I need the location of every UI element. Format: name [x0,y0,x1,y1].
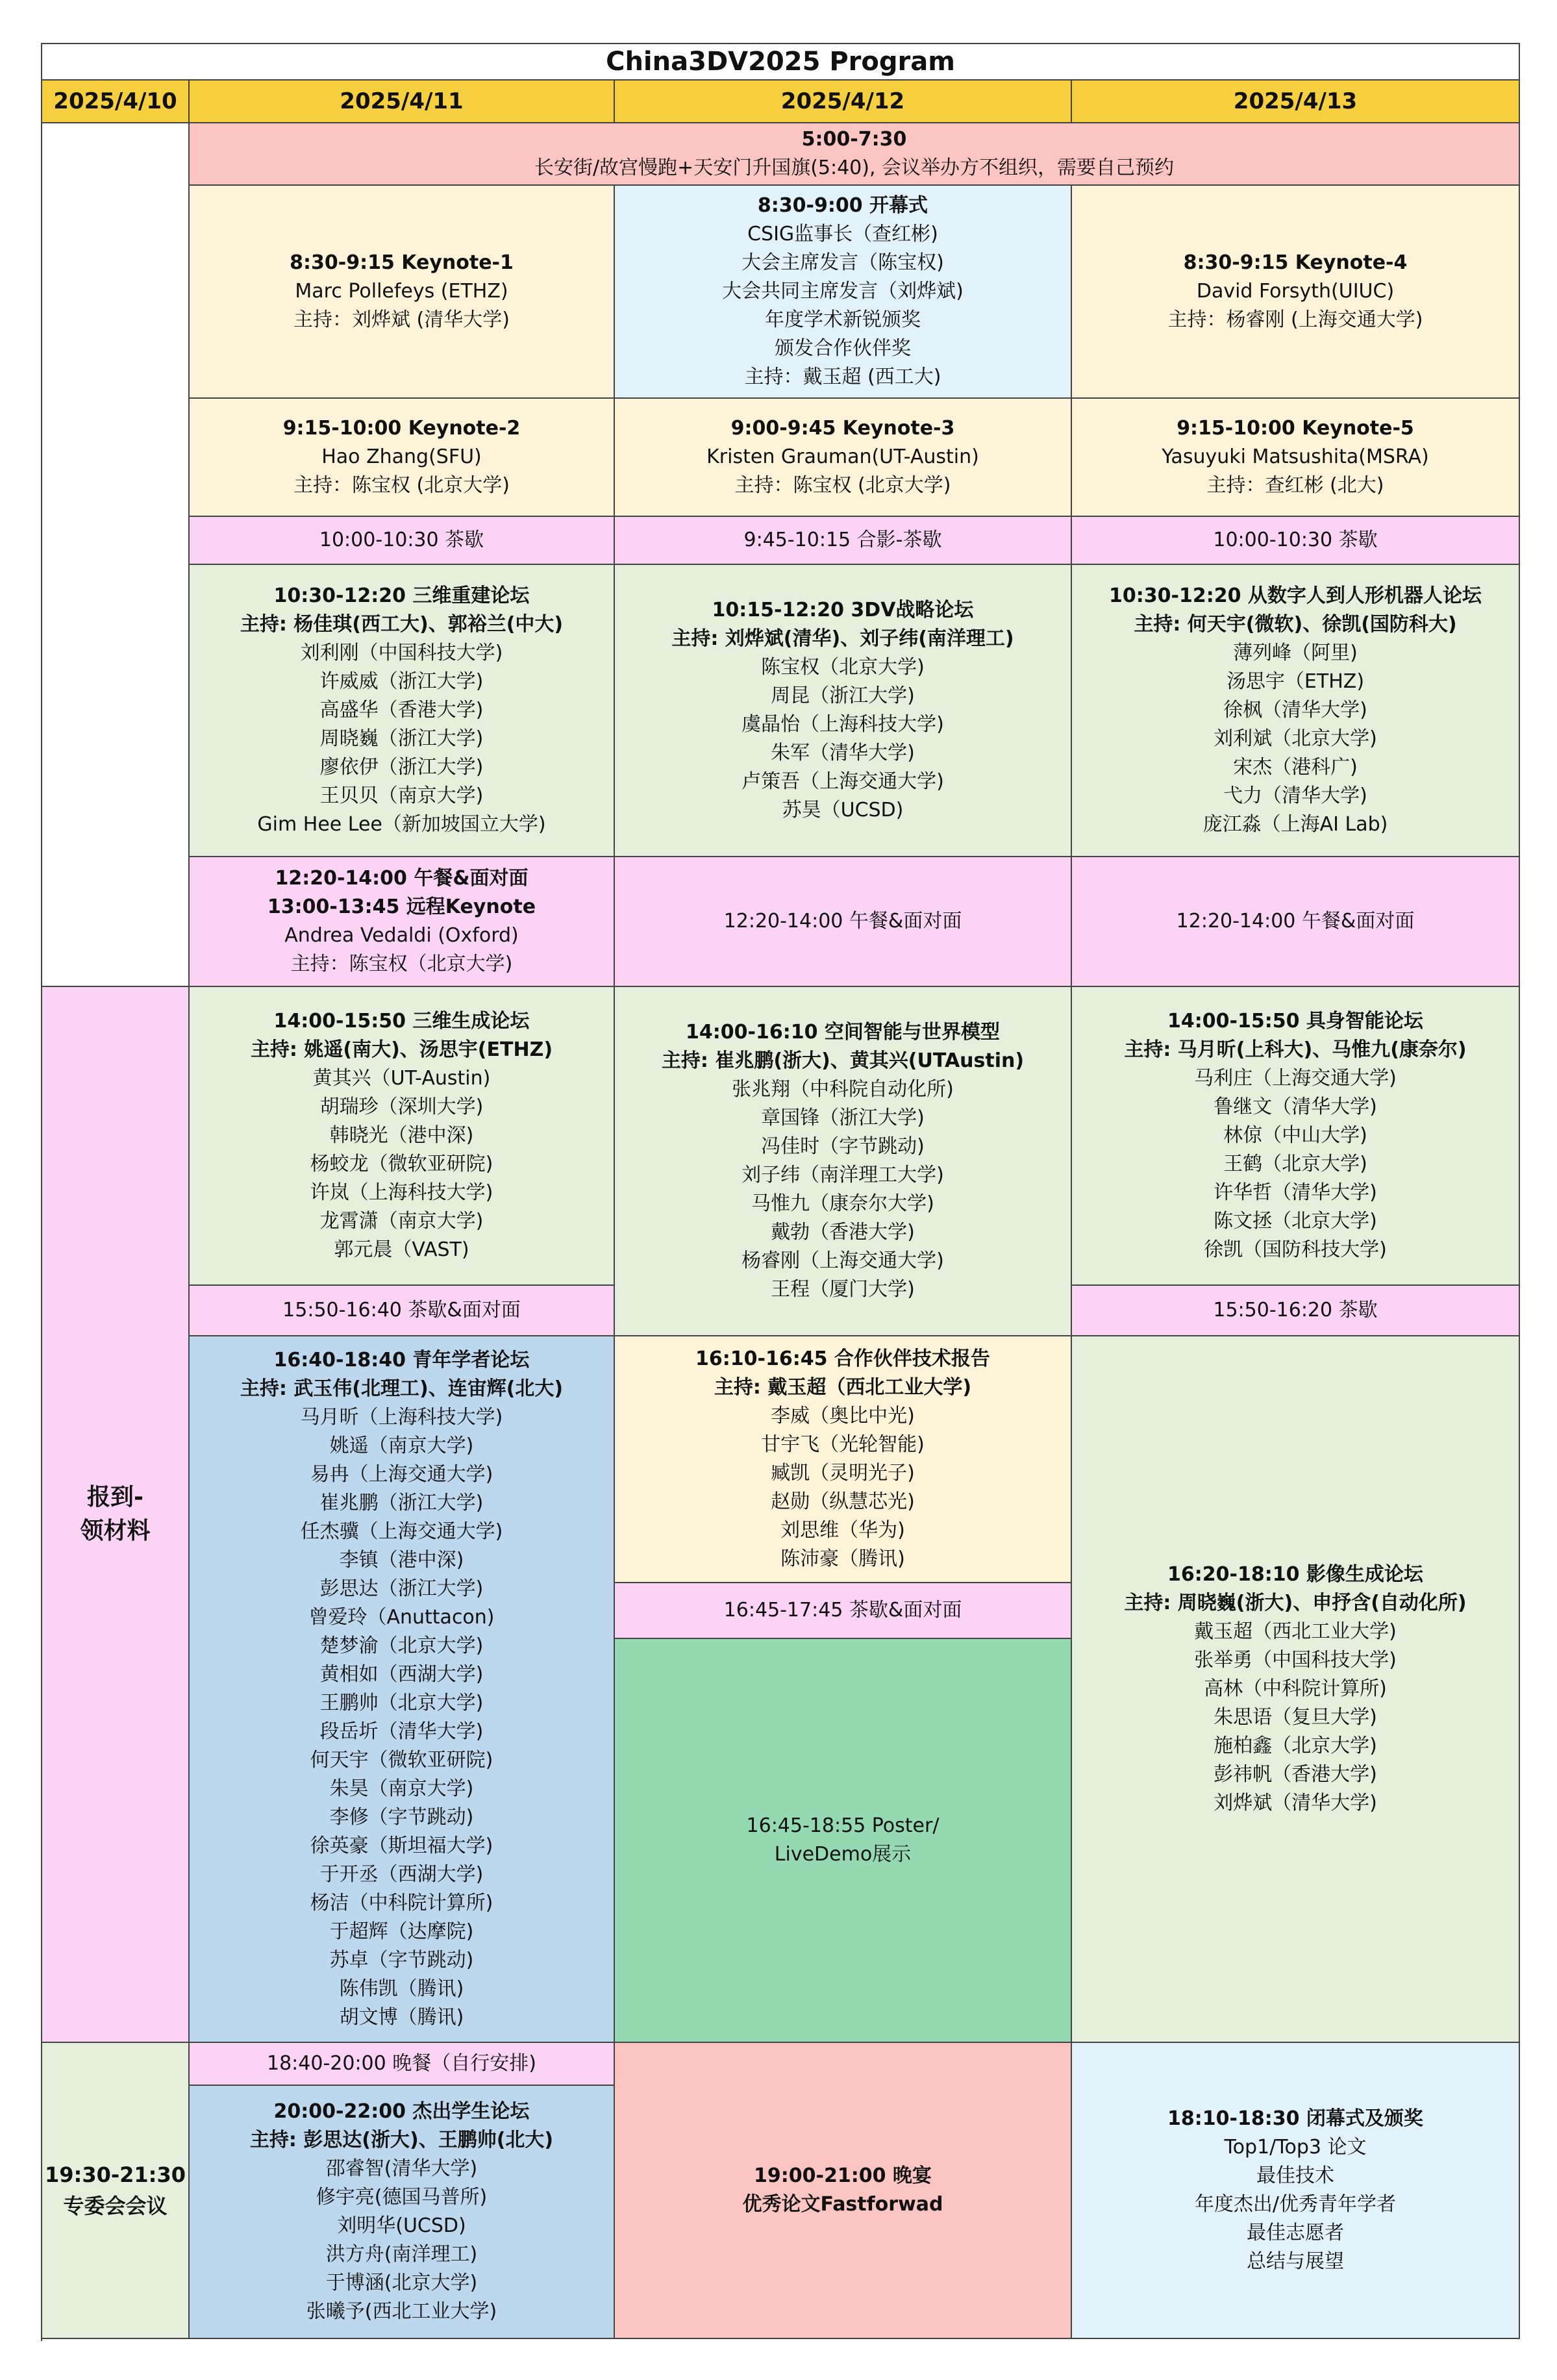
speaker: 韩晓光（港中深) [329,1124,474,1147]
banquet-title: 19:00-21:00 晚宴 [754,2164,932,2187]
keynote-2-host: 主持：陈宝权 (北京大学) [293,474,510,497]
speaker: 许华哲（清华大学) [1214,1181,1377,1204]
speaker: 汤思宇（ETHZ) [1226,670,1365,693]
speaker: 王程（厦门大学) [771,1278,915,1301]
keynote-1-cell [190,186,615,399]
forum-title: 14:00-16:10 空间智能与世界模型 [686,1021,1000,1044]
speaker: 李修（字节跳动) [329,1806,474,1829]
forum-title: 10:30-12:20 从数字人到人形机器人论坛 [1109,584,1482,607]
closing-ceremony-cell [1072,2043,1520,2339]
speaker: 陈伟凯（腾讯) [339,1977,464,2000]
forum-embodied-ai [1072,987,1520,1286]
forum-spatial-intelligence [615,987,1072,1336]
opening-item: CSIG监事长（查红彬) [747,223,938,245]
forum-3dv-strategy [615,565,1072,857]
speaker: 彭思达（浙江大学) [319,1577,484,1600]
speaker: 曾爱玲（Anuttacon) [308,1606,495,1629]
speaker: 朱昊（南京大学) [329,1777,474,1800]
checkin-cell: 报到- 领材料 [42,987,190,2043]
break-0413-morning: 10:00-10:30 茶歇 [1072,517,1520,565]
speaker: 刘子纬（南洋理工大学) [741,1164,944,1186]
partner-tech-report-cell [615,1336,1072,1583]
speaker: 卢策吾（上海交通大学) [741,770,944,793]
speaker: 刘利斌（北京大学) [1214,727,1377,750]
forum-title: 10:30-12:20 三维重建论坛 [273,584,530,607]
forum-host: 主持: 姚遥(南大)、汤思宇(ETHZ) [250,1038,553,1061]
break-0412-afternoon: 16:45-17:45 茶歇&面对面 [615,1583,1072,1639]
speaker: 洪方舟(南洋理工) [325,2243,478,2266]
speaker: 朱军（清华大学) [771,742,915,764]
forum-3d-reconstruction [190,565,615,857]
speaker: 刘利刚（中国科技大学) [300,642,503,664]
remote-keynote-title: 13:00-13:45 远程Keynote [267,896,536,918]
lunch-title: 12:20-14:00 午餐&面对面 [275,867,529,890]
speaker: 冯佳时（字节跳动) [761,1135,925,1158]
banquet-cell [615,2043,1072,2339]
remote-keynote-host: 主持：陈宝权（北京大学) [290,953,513,975]
forum-host: 主持: 崔兆鹏(浙大)、黄其兴(UTAustin) [661,1049,1025,1072]
lunch-0413: 12:20-14:00 午餐&面对面 [1072,857,1520,987]
speaker: 陈沛豪（腾讯) [780,1547,905,1570]
speaker: 易冉（上海交通大学) [310,1463,493,1486]
speaker: 龙霄潇（南京大学) [319,1210,484,1233]
speaker: 周昆（浙江大学) [771,684,915,707]
keynote-1-title: 8:30-9:15 Keynote-1 [290,251,514,274]
forum-host: 主持: 马月昕(上科大)、马惟九(康奈尔) [1124,1038,1467,1061]
speaker: 周晓巍（浙江大学) [319,727,484,750]
keynote-1-speaker: Marc Pollefeys (ETHZ) [295,280,508,303]
keynote-2-cell [190,399,615,517]
forum-image-generation [1072,1336,1520,2043]
keynote-5-cell [1072,399,1520,517]
speaker: 张兆翔（中科院自动化所) [732,1078,954,1101]
award-item: 最佳技术 [1256,2164,1334,2187]
forum-digital-human-robot [1072,565,1520,857]
banquet-subtitle: 优秀论文Fastforwad [742,2193,943,2216]
speaker: 段岳圻（清华大学) [319,1720,484,1743]
keynote-4-speaker: David Forsyth(UIUC) [1196,280,1395,303]
opening-ceremony-cell [615,186,1072,399]
speaker: 廖依伊（浙江大学) [319,756,484,779]
speaker: 杨洁（中科院计算所) [310,1892,493,1914]
keynote-3-host: 主持：陈宝权 (北京大学) [734,474,951,497]
speaker: 虞晶怡（上海科技大学) [741,713,944,736]
morning-run-time: 5:00-7:30 [801,128,907,151]
opening-item: 颁发合作伙伴奖 [775,337,911,360]
speaker: 宋杰（港科广) [1233,756,1358,779]
break-0412-morning: 9:45-10:15 合影-茶歇 [615,517,1072,565]
forum-outstanding-students [190,2086,615,2339]
partner-host: 主持: 戴玉超（西北工业大学) [714,1376,972,1399]
date-header-0413: 2025/4/13 [1072,81,1520,123]
forum-3d-generation [190,987,615,1286]
speaker: 刘明华(UCSD) [337,2214,466,2237]
keynote-4-host: 主持：杨睿刚 (上海交通大学) [1167,308,1423,331]
break-0411-morning: 10:00-10:30 茶歇 [190,517,615,565]
committee-meeting-cell: 19:30-21:30 专委会会议 [42,2043,190,2339]
opening-item: 大会共同主席发言（刘烨斌) [722,280,964,303]
speaker: 李威（奥比中光) [771,1405,915,1427]
date-header-0412: 2025/4/12 [615,81,1072,123]
speaker: 许威威（浙江大学) [319,670,484,693]
forum-host: 主持: 何天宇(微软)、徐凯(国防科大) [1134,613,1457,636]
speaker: 任杰骥（上海交通大学) [300,1520,503,1543]
speaker: 徐枫（清华大学) [1223,699,1367,721]
speaker: 陈宝权（北京大学) [761,656,925,679]
speaker: 戴玉超（西北工业大学) [1194,1620,1397,1643]
speaker: 徐英豪（斯坦福大学) [310,1835,493,1857]
keynote-2-title: 9:15-10:00 Keynote-2 [282,417,521,440]
speaker: 杨蛟龙（微软亚研院) [310,1153,493,1175]
speaker: 刘烨斌（清华大学) [1214,1792,1377,1814]
keynote-2-speaker: Hao Zhang(SFU) [321,445,482,468]
morning-run-desc: 长安街/故宫慢跑+天安门升国旗(5:40), 会议举办方不组织，需要自己预约 [534,157,1175,179]
forum-title: 16:20-18:10 影像生成论坛 [1167,1563,1423,1586]
speaker: 苏卓（字节跳动) [329,1949,474,1972]
keynote-4-title: 8:30-9:15 Keynote-4 [1183,251,1408,274]
page-title: China3DV2025 Program [42,44,1520,81]
forum-young-scholars [190,1336,615,2043]
speaker: 胡瑞珍（深圳大学) [319,1096,484,1118]
keynote-3-title: 9:00-9:45 Keynote-3 [730,417,955,440]
break-0413-afternoon: 15:50-16:20 茶歇 [1072,1286,1520,1336]
speaker: 修宇亮(德国马普所) [316,2186,488,2209]
speaker: 高盛华（香港大学) [319,699,484,721]
speaker: 于开丞（西湖大学) [319,1863,484,1886]
speaker: 薄列峰（阿里) [1233,642,1358,664]
speaker: 庞江淼（上海AI Lab) [1202,813,1388,836]
speaker: 崔兆鹏（浙江大学) [319,1492,484,1514]
speaker: 马月昕（上海科技大学) [300,1406,503,1429]
forum-host: 主持: 杨佳琪(西工大)、郭裕兰(中大) [240,613,564,636]
lunch-0412: 12:20-14:00 午餐&面对面 [615,857,1072,987]
speaker: 彭祎帆（香港大学) [1214,1763,1377,1786]
opening-host: 主持：戴玉超 (西工大) [744,366,941,388]
speaker: 李镇（港中深) [339,1549,464,1572]
speaker: 于博涵(北京大学) [325,2272,478,2294]
speaker: 赵勋（纵慧芯光) [771,1490,915,1513]
award-item: 总结与展望 [1247,2250,1344,2273]
award-item: Top1/Top3 论文 [1224,2136,1367,2159]
speaker: 林倞（中山大学) [1223,1124,1367,1147]
speaker: 章国锋（浙江大学) [761,1107,925,1129]
morning-run-cell [190,123,1520,186]
dinner-0411: 18:40-20:00 晚餐（自行安排) [190,2043,615,2086]
speaker: 于超辉（达摩院) [329,1920,474,1943]
opening-title: 8:30-9:00 开幕式 [757,194,928,217]
speaker: 甘宇飞（光轮智能) [761,1433,925,1456]
forum-host: 主持: 刘烨斌(清华)、刘子纬(南洋理工) [671,627,1014,650]
empty-cell-0410-morning [42,123,190,987]
speaker: 黄其兴（UT-Austin) [312,1067,491,1090]
speaker: 徐凯（国防科技大学) [1204,1238,1387,1261]
keynote-5-host: 主持：查红彬 (北大) [1206,474,1384,497]
speaker: Gim Hee Lee（新加坡国立大学) [257,813,546,836]
speaker: 张曦予(西北工业大学) [306,2300,497,2323]
remote-keynote-speaker: Andrea Vedaldi (Oxford) [284,924,519,947]
keynote-4-cell [1072,186,1520,399]
speaker: 郭元晨（VAST) [334,1238,469,1261]
opening-item: 年度学术新锐颁奖 [765,308,921,331]
speaker: 陈文拯（北京大学) [1214,1210,1377,1233]
program-table [41,43,1520,2341]
speaker: 刘思维（华为) [780,1519,905,1542]
speaker: 王贝贝（南京大学) [319,784,484,807]
speaker: 张举勇（中国科技大学) [1194,1649,1397,1672]
opening-item: 大会主席发言（陈宝权) [741,251,944,274]
closing-title: 18:10-18:30 闭幕式及颁奖 [1167,2107,1423,2130]
poster-livedemo-cell: 16:45-18:55 Poster/ LiveDemo展示 [615,1639,1072,2043]
speaker: 戴勃（香港大学) [771,1221,915,1244]
speaker: 何天宇（微软亚研院) [310,1749,493,1772]
speaker: 王鹏帅（北京大学) [319,1692,484,1714]
speaker: 杨睿刚（上海交通大学) [741,1249,944,1272]
speaker: 弋力（清华大学) [1223,784,1367,807]
speaker: 施柏鑫（北京大学) [1214,1735,1377,1757]
speaker: 楚梦渝（北京大学) [319,1635,484,1657]
speaker: 胡文博（腾讯) [339,2006,464,2029]
forum-host: 主持: 周晓巍(浙大)、申抒含(自动化所) [1124,1592,1467,1614]
date-header-0411: 2025/4/11 [190,81,615,123]
speaker: 黄相如（西湖大学) [319,1663,484,1686]
date-header-0410: 2025/4/10 [42,81,190,123]
award-item: 年度杰出/优秀青年学者 [1194,2193,1397,2216]
keynote-3-speaker: Kristen Grauman(UT-Austin) [706,445,979,468]
speaker: 王鹤（北京大学) [1223,1153,1367,1175]
forum-title: 16:40-18:40 青年学者论坛 [273,1349,530,1372]
keynote-3-cell [615,399,1072,517]
speaker: 姚遥（南京大学) [329,1434,474,1457]
keynote-5-speaker: Yasuyuki Matsushita(MSRA) [1162,445,1429,468]
partner-title: 16:10-16:45 合作伙伴技术报告 [695,1347,990,1370]
lunch-remote-keynote-cell [190,857,615,987]
speaker: 朱思语（复旦大学) [1214,1706,1377,1729]
keynote-1-host: 主持：刘烨斌 (清华大学) [293,308,510,331]
forum-title: 20:00-22:00 杰出学生论坛 [273,2100,530,2123]
speaker: 邵睿智(清华大学) [325,2157,478,2180]
keynote-5-title: 9:15-10:00 Keynote-5 [1177,417,1414,440]
break-0411-afternoon: 15:50-16:40 茶歇&面对面 [190,1286,615,1336]
forum-title: 14:00-15:50 三维生成论坛 [273,1010,530,1033]
forum-title: 14:00-15:50 具身智能论坛 [1167,1010,1423,1033]
award-item: 最佳志愿者 [1247,2222,1344,2244]
forum-title: 10:15-12:20 3DV战略论坛 [712,599,974,621]
speaker: 高林（中科院计算所) [1204,1677,1387,1700]
forum-host: 主持: 武玉伟(北理工)、连宙辉(北大) [240,1377,564,1400]
speaker: 苏昊（UCSD) [782,799,904,821]
speaker: 鲁继文（清华大学) [1214,1096,1377,1118]
speaker: 马利庄（上海交通大学) [1194,1067,1397,1090]
speaker: 许岚（上海科技大学) [310,1181,493,1204]
speaker: 臧凯（灵明光子) [771,1462,915,1484]
forum-host: 主持: 彭思达(浙大)、王鹏帅(北大) [249,2129,554,2151]
speaker: 马惟九（康奈尔大学) [751,1192,934,1215]
